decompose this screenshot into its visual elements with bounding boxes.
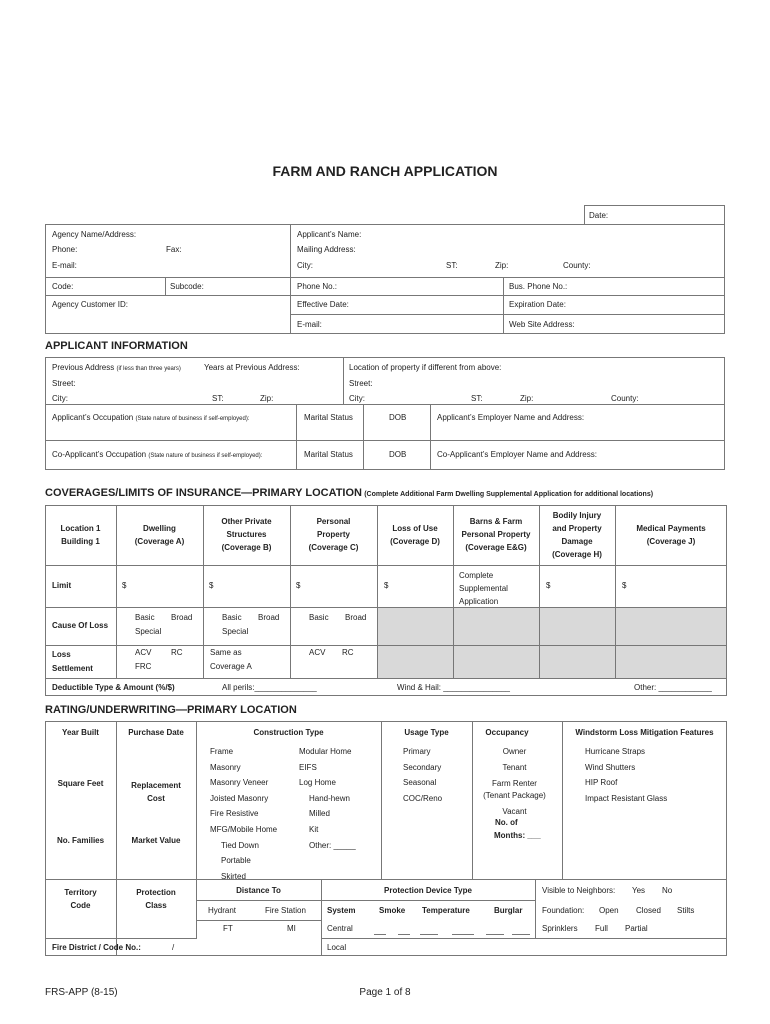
construction-left (210, 744, 277, 884)
limit-dollar-c: $ (296, 581, 301, 590)
years-prev-label: Years at Previous Address: (204, 363, 300, 372)
expiration-date-label: Expiration Date: (509, 300, 566, 309)
col-b-coverage-a: Coverage A (210, 662, 252, 671)
col-dwelling-2: (Coverage A) (134, 537, 185, 546)
col-bodily (539, 509, 615, 561)
smoke-label: Smoke (379, 906, 406, 915)
central-label: Central (327, 924, 353, 933)
col-bodily-2: and Property (552, 524, 602, 533)
market-value-label: Market Value (131, 836, 181, 845)
app-st-label: ST: (212, 394, 224, 403)
limit-dollar-d: $ (384, 581, 389, 590)
visible-yes: Yes (632, 886, 646, 895)
col-bodily-3: Damage (561, 537, 593, 546)
const-kit: Kit (309, 824, 319, 834)
wind-hail-label: Wind & Hail: _______________ (397, 683, 510, 692)
coverages-heading-note: (Complete Additional Farm Dwelling Supplemental Application for additional locations) (364, 491, 654, 498)
complete-supp-2: Supplemental (459, 584, 508, 593)
limit-dollar-h: $ (546, 581, 551, 590)
col-barns-3: (Coverage E&G) (465, 543, 527, 552)
territory-code-label (45, 886, 116, 912)
applicant-name-label: Applicant’s Name: (297, 230, 362, 239)
occ-owner: Owner (502, 747, 527, 756)
col-loss-use-2: (Coverage D) (390, 537, 440, 546)
temperature-label: Temperature (422, 906, 470, 915)
co-marital-label: Marital Status (304, 450, 353, 459)
agency-applicant-box (45, 224, 725, 334)
loss-settlement-label (52, 648, 93, 676)
col-location (45, 522, 116, 548)
col-b-broad: Broad (258, 613, 280, 622)
sprinklers-label: Sprinklers (542, 924, 578, 933)
construction-type-label: Construction Type (253, 728, 324, 737)
territory-1: Territory (64, 888, 97, 897)
col-a-broad: Broad (171, 613, 193, 622)
col-a-special: Special (135, 627, 162, 636)
foundation-closed: Closed (636, 906, 661, 915)
const-joisted-masonry: Joisted Masonry (210, 793, 269, 803)
const-hand-hewn: Hand-hewn (309, 793, 350, 803)
complete-supp-1: Complete (459, 571, 494, 580)
col-b-basic: Basic (222, 613, 242, 622)
page-title: FARM AND RANCH APPLICATION (272, 163, 498, 179)
ft-label: FT (223, 924, 233, 933)
page-number: Page 1 of 8 (359, 987, 411, 998)
complete-supp-3: Application (459, 597, 499, 606)
col-c-broad: Broad (345, 613, 367, 622)
phone-no-label: Phone No.: (297, 282, 338, 291)
bus-phone-label: Bus. Phone No.: (509, 282, 568, 291)
col-medical-2: (Coverage J) (646, 537, 696, 546)
col-b-special: Special (222, 627, 249, 636)
email2-label: E-mail: (297, 320, 322, 329)
agency-customer-id-label: Agency Customer ID: (52, 300, 129, 309)
code-label: Code: (52, 282, 74, 291)
location-diff-label: Location of property if different from above: (349, 363, 502, 372)
website-label: Web Site Address: (509, 320, 575, 329)
marital-label: Marital Status (304, 413, 353, 422)
const-log-home: Log Home (299, 778, 336, 788)
sprinklers-full: Full (595, 924, 608, 933)
purchase-date-label: Purchase Date (128, 728, 184, 737)
occupation-label (52, 413, 250, 422)
burglar-label: Burglar (494, 906, 523, 915)
col-loss-use (377, 522, 453, 548)
app-city-label: City: (52, 394, 68, 403)
col-c-rc: RC (342, 648, 354, 657)
col-a-rc: RC (171, 648, 183, 657)
co-occupation-note: (State nature of business if self-employed): (148, 453, 263, 459)
phone-label: Phone: (52, 245, 78, 254)
occupation-note: (State nature of business if self-employed): (135, 416, 250, 422)
all-perils-label: All perils:______________ (222, 683, 317, 692)
const-eifs: EIFS (299, 762, 317, 772)
distance-to-label: Distance To (236, 886, 281, 895)
system-label: System (327, 906, 356, 915)
protection-class-2: Class (145, 901, 167, 910)
col-bodily-4: (Coverage H) (552, 550, 602, 559)
deductible-label: Deductible Type & Amount (%/$) (52, 683, 175, 692)
col-other-3: (Coverage B) (221, 543, 272, 552)
effective-date-label: Effective Date: (297, 300, 349, 309)
col-other (203, 515, 290, 554)
months-label: Months: ___ (494, 831, 541, 840)
occupation-text: Applicant’s Occupation (52, 413, 134, 422)
visible-no: No (662, 886, 673, 895)
occ-tenant: Tenant (502, 762, 527, 772)
app-zip-label: Zip: (260, 394, 274, 403)
usage-primary: Primary (403, 747, 431, 756)
applicant-heading: APPLICANT INFORMATION (45, 340, 188, 352)
wind-impact-glass: Impact Resistant Glass (585, 793, 668, 803)
limit-label: Limit (52, 581, 72, 590)
app-zip2-label: Zip: (520, 394, 534, 403)
subcode-label: Subcode: (170, 282, 204, 291)
protection-class-label (116, 886, 196, 912)
col-personal-3: (Coverage C) (308, 543, 359, 552)
st-label: ST: (446, 261, 458, 270)
col-location-1: Location 1 (60, 524, 101, 533)
agency-name-label: Agency Name/Address: (52, 230, 137, 239)
col-b-same-as: Same as (210, 648, 242, 657)
const-skirted: Skirted (221, 871, 246, 881)
const-milled: Milled (309, 809, 330, 819)
col-bodily-1: Bodily Injury (552, 511, 602, 520)
const-frame: Frame (210, 747, 234, 756)
employer-label: Applicant’s Employer Name and Address: (437, 413, 585, 422)
sprinklers-partial: Partial (625, 924, 648, 933)
fire-district-label: Fire District / Code No.: (52, 943, 141, 952)
other-deductible-label: Other: ____________ (634, 683, 712, 692)
col-a-basic: Basic (135, 613, 155, 622)
col-other-1: Other Private (221, 517, 272, 526)
prev-address-label (52, 363, 181, 372)
co-dob-label: DOB (389, 450, 407, 459)
no-of-label: No. of (495, 818, 518, 827)
const-masonry-veneer: Masonry Veneer (210, 778, 269, 788)
date-label: Date: (589, 211, 609, 220)
const-portable: Portable (221, 856, 251, 866)
zip-label: Zip: (495, 261, 509, 270)
wind-hip-roof: HIP Roof (585, 778, 618, 788)
street-label: Street: (52, 379, 76, 388)
col-personal (290, 515, 377, 554)
street2-label: Street: (349, 379, 373, 388)
const-mfg-mobile: MFG/Mobile Home (210, 824, 278, 834)
year-built-label: Year Built (62, 728, 99, 737)
usage-list (403, 744, 442, 806)
col-c-acv: ACV (309, 648, 326, 657)
windstorm-list (585, 744, 667, 806)
usage-seasonal: Seasonal (403, 778, 437, 788)
replacement-cost-2: Cost (147, 794, 165, 803)
const-other: Other: _____ (309, 840, 356, 850)
wind-shutters: Wind Shutters (585, 762, 636, 772)
const-modular: Modular Home (299, 747, 352, 756)
occ-tenant-package: (Tenant Package) (483, 791, 546, 801)
co-occupation-text: Co-Applicant’s Occupation (52, 450, 147, 459)
const-fire-resistive: Fire Resistive (210, 809, 259, 819)
mi-label: MI (287, 924, 296, 933)
protection-device-label: Protection Device Type (384, 886, 472, 895)
col-other-2: Structures (226, 530, 267, 539)
local-label: Local (327, 943, 347, 952)
occupancy-label: Occupancy (485, 728, 529, 737)
occ-farm-renter: Farm Renter (492, 779, 537, 789)
app-city2-label: City: (349, 394, 365, 403)
col-medical (615, 522, 727, 548)
occ-vacant: Vacant (502, 807, 527, 817)
foundation-stilts: Stilts (677, 906, 695, 915)
col-barns-2: Personal Property (461, 530, 531, 539)
foundation-open: Open (599, 906, 619, 915)
rating-heading: RATING/UNDERWRITING—PRIMARY LOCATION (45, 704, 297, 716)
mailing-address-label: Mailing Address: (297, 245, 356, 254)
form-id: FRS-APP (8-15) (45, 987, 118, 998)
fax-label: Fax: (166, 245, 182, 254)
protection-class-1: Protection (136, 888, 176, 897)
col-personal-1: Personal (316, 517, 351, 526)
complete-supp (459, 569, 508, 608)
co-employer-label: Co-Applicant’s Employer Name and Address: (437, 450, 597, 459)
replacement-cost-1: Replacement (131, 781, 181, 790)
prev-address-text: Previous Address (52, 363, 115, 372)
foundation-label: Foundation: (542, 906, 585, 915)
loss-settlement-2: Settlement (52, 664, 93, 673)
square-feet-label: Square Feet (57, 779, 104, 788)
dob-label: DOB (389, 413, 407, 422)
col-a-acv: ACV (135, 648, 152, 657)
construction-right (299, 744, 356, 853)
cause-of-loss-label: Cause Of Loss (52, 621, 109, 630)
occupancy-list (482, 744, 547, 820)
app-st2-label: ST: (471, 394, 483, 403)
col-personal-2: Property (317, 530, 350, 539)
col-dwelling (116, 522, 203, 548)
replacement-cost-label (116, 779, 196, 805)
const-tied-down: Tied Down (221, 840, 259, 850)
usage-type-label: Usage Type (404, 728, 449, 737)
prev-address-note: (if less than three years) (116, 366, 181, 372)
limit-dollar-b: $ (209, 581, 214, 590)
col-medical-1: Medical Payments (636, 524, 706, 533)
app-county2-label: County: (611, 394, 639, 403)
coverages-heading (45, 487, 653, 499)
city-label: City: (297, 261, 313, 270)
windstorm-label: Windstorm Loss Mitigation Features (575, 728, 714, 737)
col-barns (453, 515, 539, 554)
fire-district-slash: / (172, 943, 175, 952)
usage-secondary: Secondary (403, 762, 442, 772)
county-label: County: (563, 261, 591, 270)
coverages-heading-text: COVERAGES/LIMITS OF INSURANCE—PRIMARY LOCATION (45, 487, 362, 499)
co-occupation-label (52, 450, 262, 459)
const-masonry: Masonry (210, 762, 241, 772)
col-c-basic: Basic (309, 613, 329, 622)
no-families-label: No. Families (56, 836, 105, 845)
visible-neighbors-label: Visible to Neighbors: (542, 886, 616, 895)
limit-dollar-j: $ (622, 581, 627, 590)
usage-coc-reno: COC/Reno (403, 793, 443, 803)
col-barns-1: Barns & Farm (469, 517, 523, 526)
col-location-2: Building 1 (61, 537, 100, 546)
col-a-frc: FRC (135, 662, 152, 671)
col-loss-use-1: Loss of Use (392, 524, 438, 533)
fire-station-label: Fire Station (265, 906, 306, 915)
hydrant-label: Hydrant (208, 906, 237, 915)
email-label: E-mail: (52, 261, 77, 270)
col-dwelling-1: Dwelling (143, 524, 176, 533)
wind-hurricane-straps: Hurricane Straps (585, 747, 646, 756)
loss-settlement-1: Loss (52, 650, 71, 659)
limit-dollar-a: $ (122, 581, 127, 590)
territory-2: Code (70, 901, 91, 910)
